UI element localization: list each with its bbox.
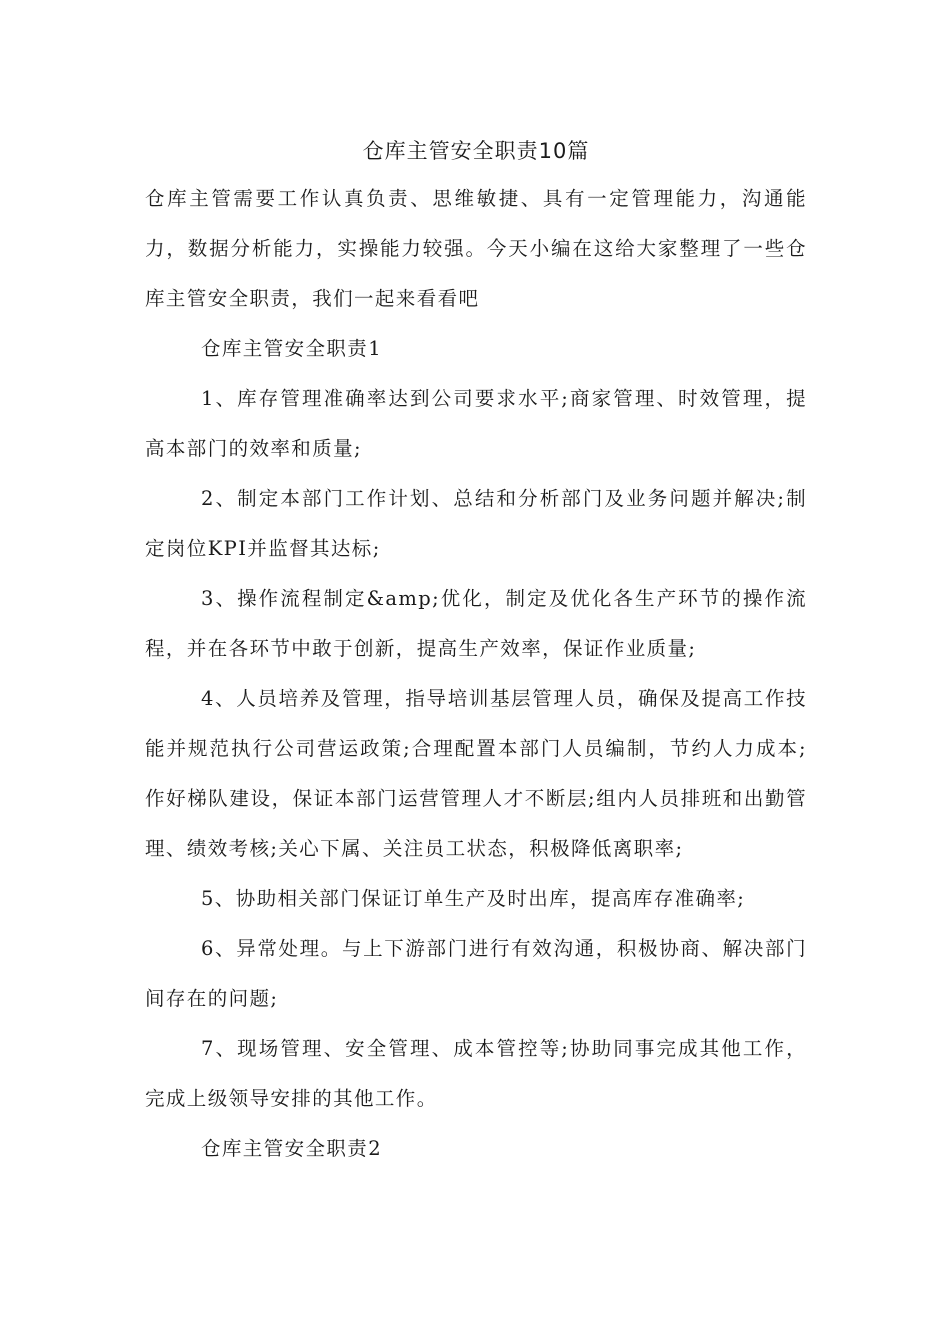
section-heading-2: 仓库主管安全职责2 [201, 1137, 383, 1160]
document-title: 仓库主管安全职责10篇 [362, 139, 590, 163]
list-item: 5、协助相关部门保证订单生产及时出库，提高库存准确率; [201, 887, 746, 910]
intro-paragraph: 仓库主管需要工作认真负责、思维敏捷、具有一定管理能力，沟通能力，数据分析能力，实操能力较强。今天小编在这给大家整理了一些仓库主管安全职责，我们一起来看看吧 [145, 187, 807, 310]
section-heading-1: 仓库主管安全职责1 [201, 337, 383, 360]
list-item: 2、制定本部门工作计划、总结和分析部门及业务问题并解决;制定岗位KPI并监督其达标; [145, 487, 807, 560]
list-item: 4、人员培养及管理，指导培训基层管理人员，确保及提高工作技能并规范执行公司营运政策;合理配置本部门人员编制，节约人力成本;作好梯队建设，保证本部门运营管理人才不断层;组内人员排班和出勤管理、绩效考核;关心下属、关注员工状态，积极降低离职率; [145, 687, 807, 860]
list-item: 3、操作流程制定&amp;优化，制定及优化各生产环节的操作流程，并在各环节中敢于创新，提高生产效率，保证作业质量; [145, 587, 807, 660]
document-page [145, 128, 807, 1174]
list-item: 7、现场管理、安全管理、成本管控等;协助同事完成其他工作，完成上级领导安排的其他工作。 [145, 1037, 807, 1110]
list-item: 1、库存管理准确率达到公司要求水平;商家管理、时效管理，提高本部门的效率和质量; [145, 387, 807, 460]
list-item: 6、异常处理。与上下游部门进行有效沟通，积极协商、解决部门间存在的问题; [145, 937, 807, 1010]
